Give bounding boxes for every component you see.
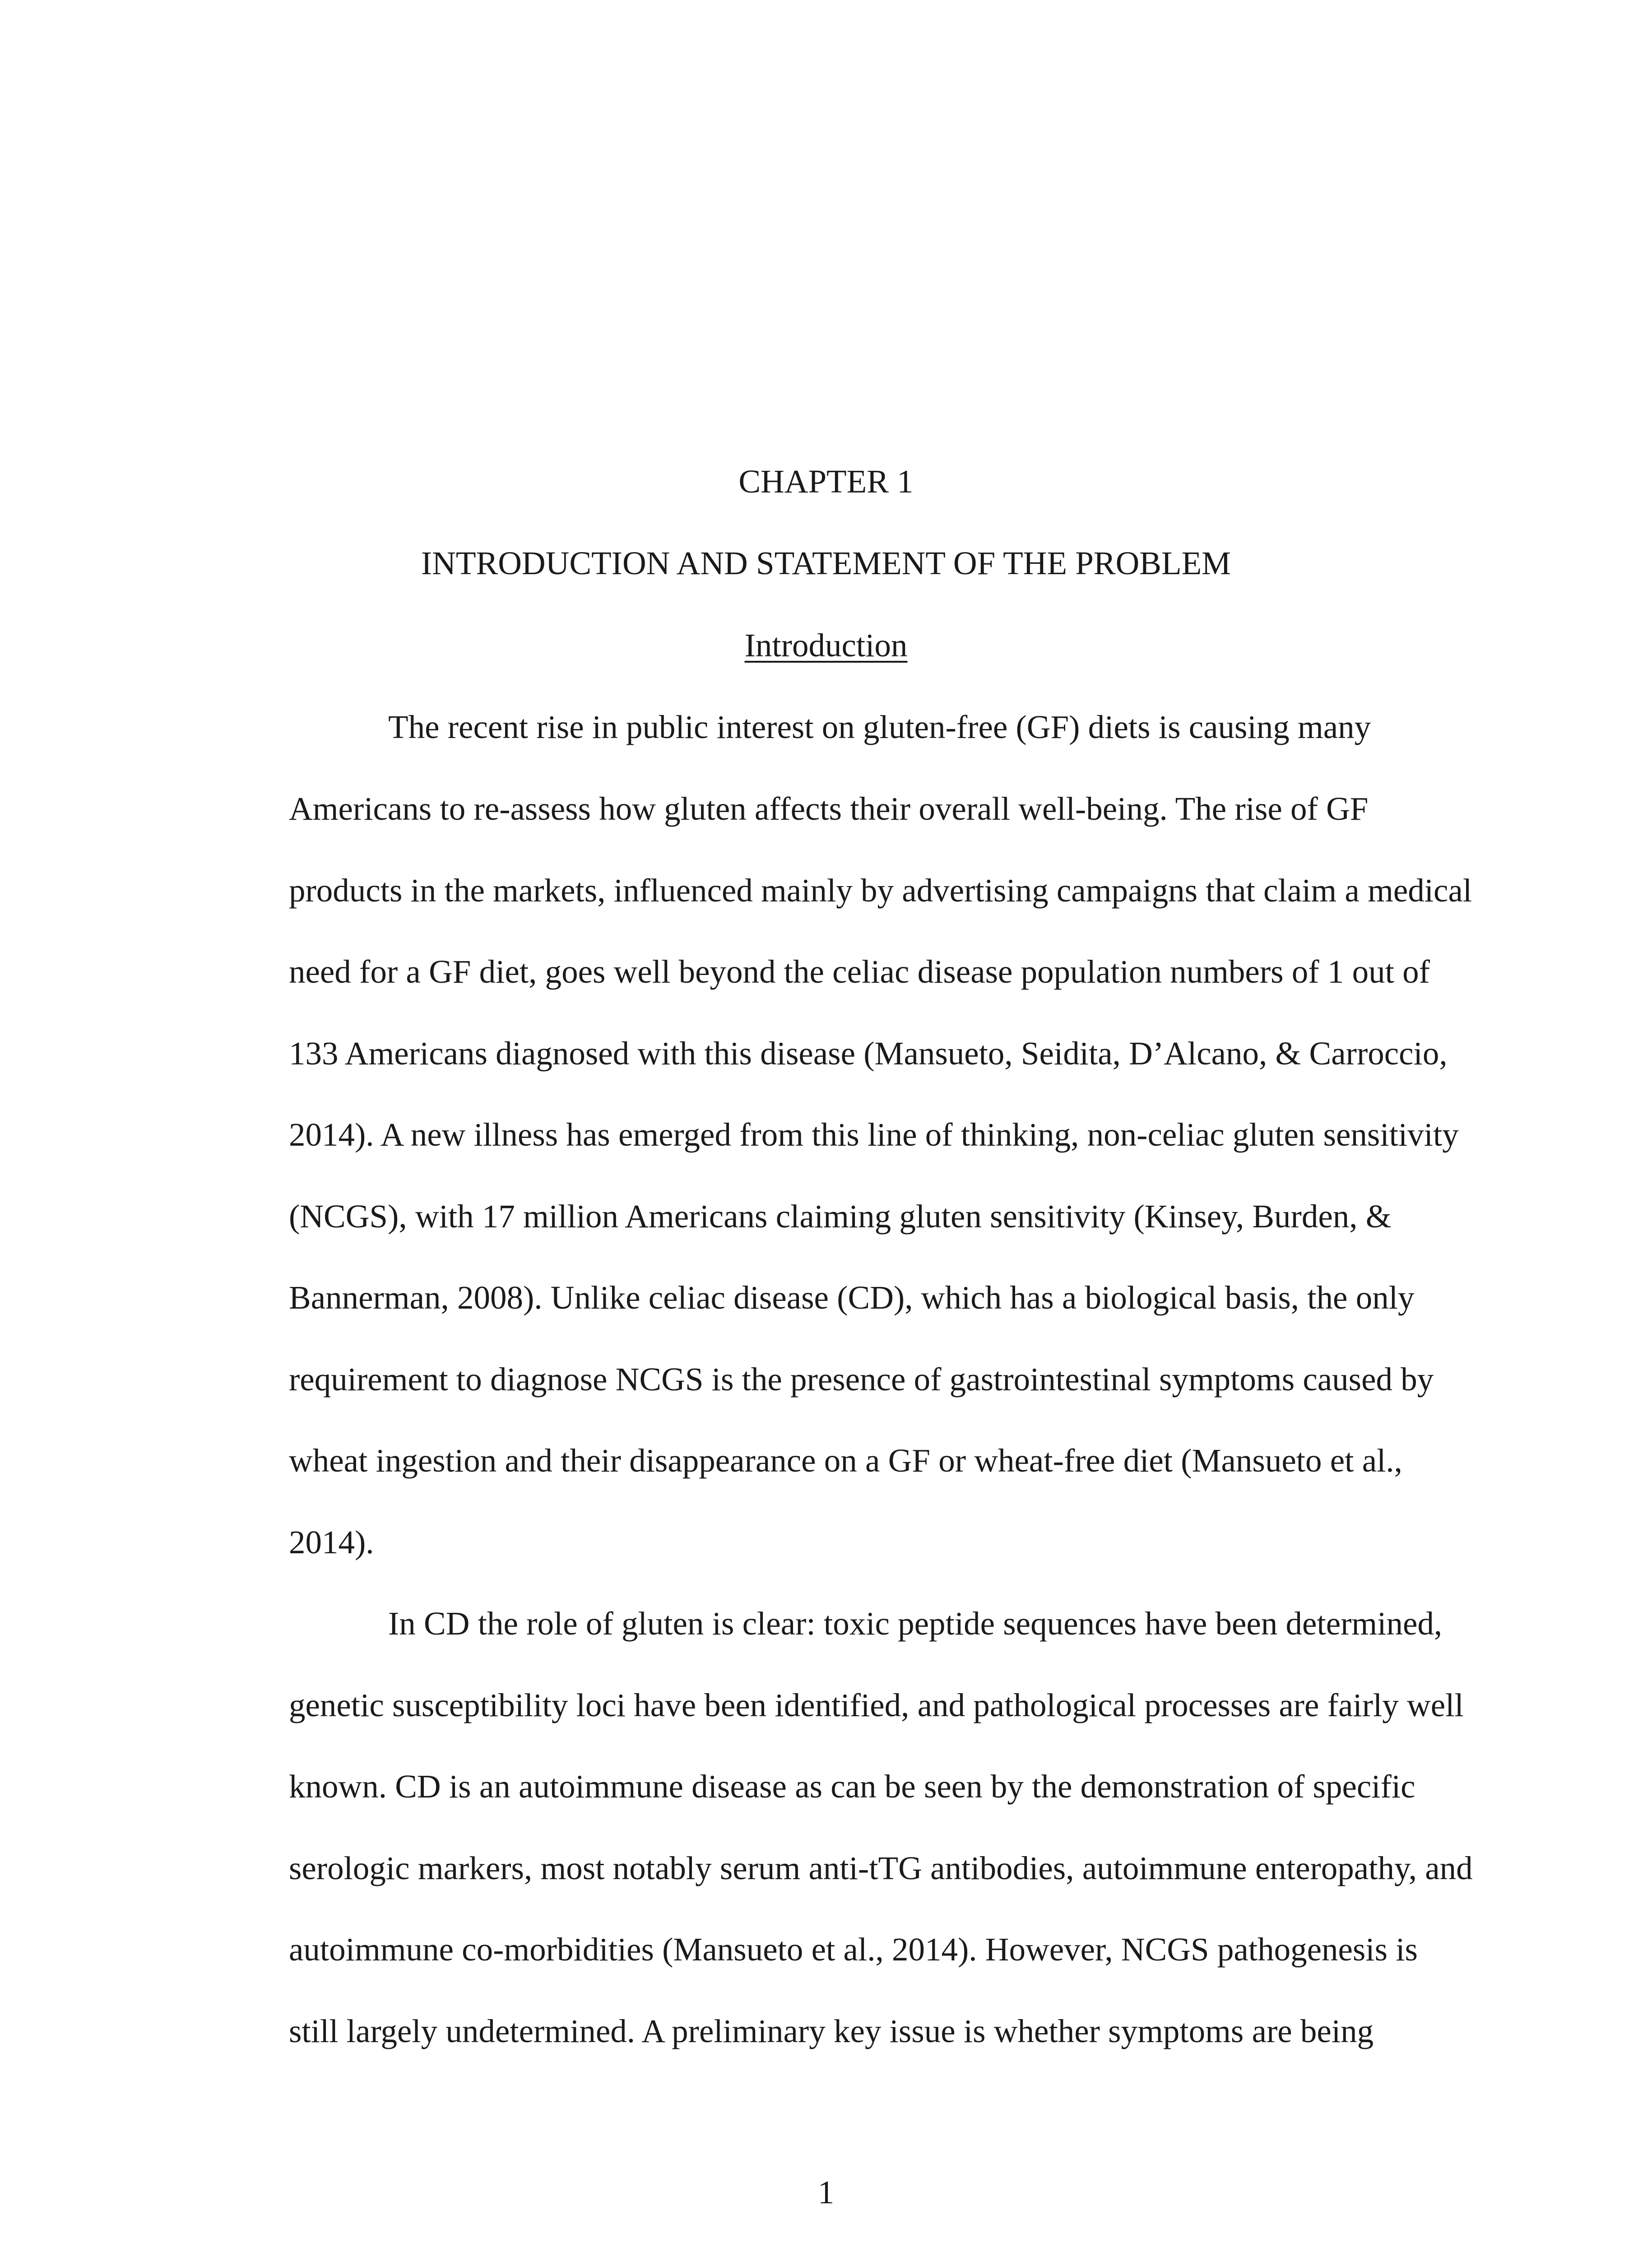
paragraph-1-line-9: requirement to diagnose NCGS is the presence of gastrointestinal symptoms caused by [289, 1361, 1434, 1398]
paragraph-2-line-2: genetic susceptibility loci have been identified, and pathological processes are fairly well [289, 1687, 1464, 1723]
page-number: 1 [817, 2174, 835, 2211]
section-heading-wrapper [0, 625, 1652, 666]
paragraph-1-line-10: wheat ingestion and their disappearance on a GF or wheat-free diet (Mansueto et al., [289, 1442, 1402, 1479]
paragraph-1-line-8: Bannerman, 2008). Unlike celiac disease (CD), which has a biological basis, the only [289, 1279, 1415, 1316]
paragraph-1-line-6: 2014). A new illness has emerged from this line of thinking, non-celiac gluten sensitivity [289, 1116, 1459, 1153]
paragraph-1-line-5: 133 Americans diagnosed with this disease (Mansueto, Seidita, D’Alcano, & Carroccio, [289, 1035, 1448, 1072]
chapter-title: INTRODUCTION AND STATEMENT OF THE PROBLEM [421, 545, 1231, 581]
paragraph-1-line-7: (NCGS), with 17 million Americans claiming gluten sensitivity (Kinsey, Burden, & [289, 1198, 1392, 1235]
section-heading: Introduction [744, 627, 908, 664]
paragraph-1-line-3: products in the markets, influenced mainly by advertising campaigns that claim a medical [289, 872, 1472, 909]
paragraph-1-line-4: need for a GF diet, goes well beyond the celiac disease population numbers of 1 out of [289, 953, 1430, 990]
paragraph-1-line-11: 2014). [289, 1524, 374, 1560]
paragraph-2-line-5: autoimmune co-morbidities (Mansueto et al., 2014). However, NCGS pathogenesis is [289, 1931, 1418, 1968]
paragraph-1-line-2: Americans to re-assess how gluten affects their overall well-being. The rise of GF [289, 790, 1369, 827]
paragraph-2-line-4: serologic markers, most notably serum anti-tTG antibodies, autoimmune enteropathy, and [289, 1850, 1473, 1886]
paragraph-2-line-1: In CD the role of gluten is clear: toxic peptide sequences have been determined, [388, 1605, 1443, 1642]
paragraph-1-line-1: The recent rise in public interest on gluten-free (GF) diets is causing many [388, 709, 1371, 745]
chapter-label: CHAPTER 1 [738, 463, 914, 500]
paragraph-2-line-3: known. CD is an autoimmune disease as can be seen by the demonstration of specific [289, 1768, 1415, 1805]
paragraph-2-line-6: still largely undetermined. A preliminary key issue is whether symptoms are being [289, 2013, 1374, 2049]
